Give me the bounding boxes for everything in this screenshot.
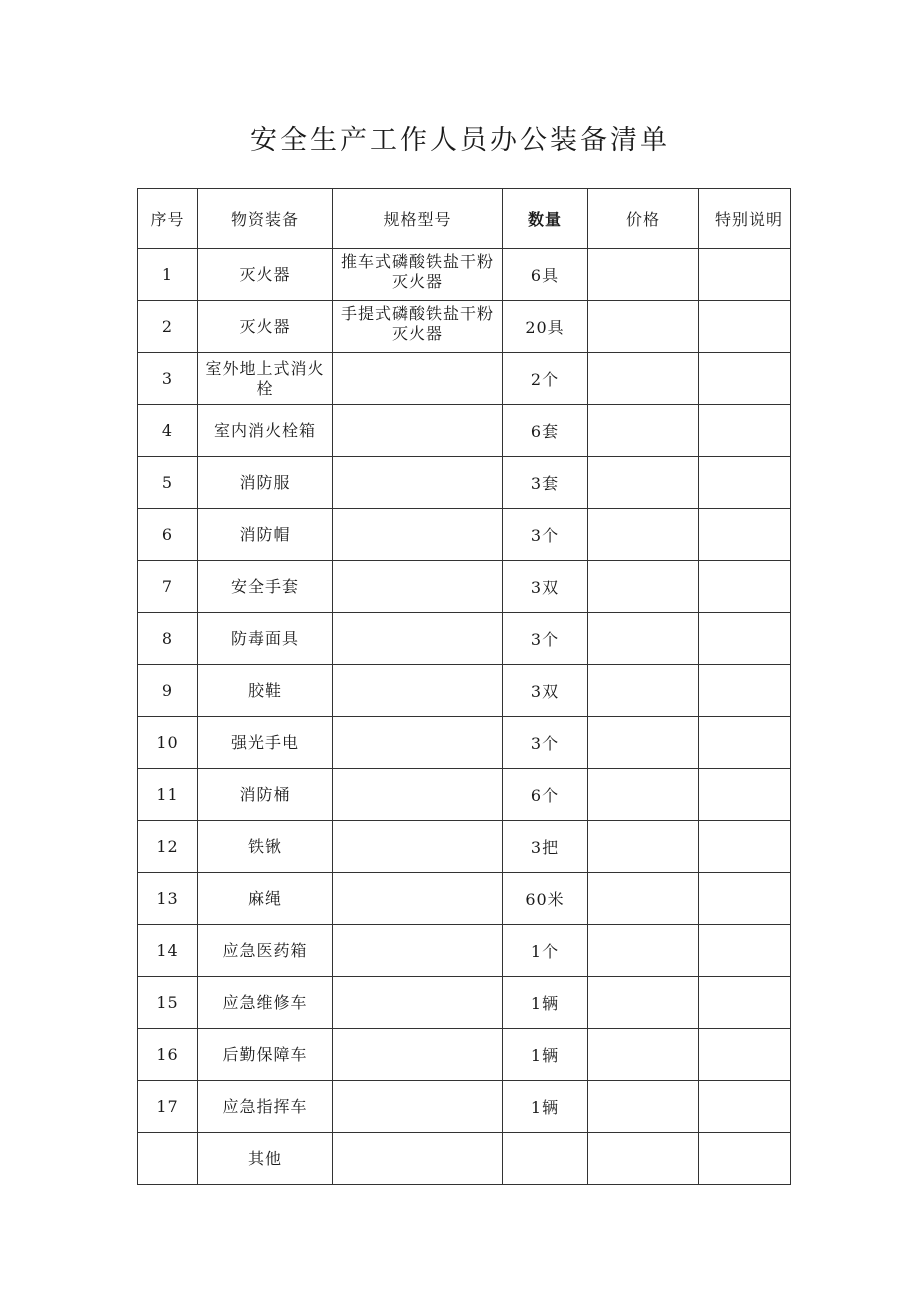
cell-price xyxy=(588,769,699,821)
cell-item: 安全手套 xyxy=(198,561,333,613)
cell-no: 16 xyxy=(138,1029,198,1081)
cell-spec xyxy=(333,1029,503,1081)
table-row xyxy=(138,561,791,613)
cell-price xyxy=(588,457,699,509)
cell-item: 室外地上式消火栓 xyxy=(198,353,333,405)
cell-no: 3 xyxy=(138,353,198,405)
cell-price xyxy=(588,1081,699,1133)
cell-no: 15 xyxy=(138,977,198,1029)
cell-qty: 6具 xyxy=(503,249,588,301)
cell-price xyxy=(588,1133,699,1185)
cell-no: 6 xyxy=(138,509,198,561)
cell-spec xyxy=(333,873,503,925)
cell-item: 防毒面具 xyxy=(198,613,333,665)
cell-note xyxy=(699,873,791,925)
cell-price xyxy=(588,717,699,769)
cell-qty: 6套 xyxy=(503,405,588,457)
cell-item: 铁锹 xyxy=(198,821,333,873)
cell-no: 5 xyxy=(138,457,198,509)
cell-qty: 3个 xyxy=(503,613,588,665)
cell-note xyxy=(699,717,791,769)
cell-price xyxy=(588,925,699,977)
cell-spec xyxy=(333,353,503,405)
table-row xyxy=(138,821,791,873)
cell-no: 10 xyxy=(138,717,198,769)
cell-qty: 1个 xyxy=(503,925,588,977)
cell-price xyxy=(588,821,699,873)
cell-item: 消防桶 xyxy=(198,769,333,821)
cell-item: 消防帽 xyxy=(198,509,333,561)
cell-price xyxy=(588,561,699,613)
header-price: 价格 xyxy=(588,189,699,249)
cell-spec xyxy=(333,405,503,457)
cell-note xyxy=(699,353,791,405)
header-item: 物资装备 xyxy=(198,189,333,249)
cell-qty: 3个 xyxy=(503,509,588,561)
cell-item: 应急维修车 xyxy=(198,977,333,1029)
cell-item: 消防服 xyxy=(198,457,333,509)
cell-note xyxy=(699,977,791,1029)
cell-qty: 3双 xyxy=(503,561,588,613)
cell-spec: 推车式磷酸铁盐干粉灭火器 xyxy=(333,249,503,301)
cell-qty: 3套 xyxy=(503,457,588,509)
cell-spec xyxy=(333,1081,503,1133)
table-row xyxy=(138,301,791,353)
cell-no: 4 xyxy=(138,405,198,457)
cell-price xyxy=(588,665,699,717)
cell-item: 胶鞋 xyxy=(198,665,333,717)
cell-qty xyxy=(503,1133,588,1185)
cell-spec xyxy=(333,769,503,821)
cell-note xyxy=(699,509,791,561)
cell-price xyxy=(588,301,699,353)
cell-spec xyxy=(333,613,503,665)
cell-note xyxy=(699,1081,791,1133)
cell-spec xyxy=(333,665,503,717)
cell-price xyxy=(588,405,699,457)
cell-qty: 1辆 xyxy=(503,1081,588,1133)
cell-item: 强光手电 xyxy=(198,717,333,769)
cell-note xyxy=(699,769,791,821)
cell-item: 麻绳 xyxy=(198,873,333,925)
cell-qty: 3把 xyxy=(503,821,588,873)
cell-no: 14 xyxy=(138,925,198,977)
page-title: 安全生产工作人员办公装备清单 xyxy=(250,125,670,156)
cell-note xyxy=(699,821,791,873)
cell-price xyxy=(588,1029,699,1081)
cell-price xyxy=(588,977,699,1029)
cell-item: 后勤保障车 xyxy=(198,1029,333,1081)
table-header-row xyxy=(138,189,791,249)
cell-no xyxy=(138,1133,198,1185)
cell-qty: 6个 xyxy=(503,769,588,821)
cell-no: 2 xyxy=(138,301,198,353)
cell-note xyxy=(699,457,791,509)
cell-note xyxy=(699,1133,791,1185)
table-row xyxy=(138,769,791,821)
cell-price xyxy=(588,249,699,301)
table-row xyxy=(138,613,791,665)
table-row xyxy=(138,925,791,977)
table-row xyxy=(138,717,791,769)
cell-no: 8 xyxy=(138,613,198,665)
cell-note xyxy=(699,665,791,717)
table-row xyxy=(138,665,791,717)
table-row xyxy=(138,873,791,925)
cell-qty: 60米 xyxy=(503,873,588,925)
header-note: 特别说明 xyxy=(699,189,791,249)
table-row xyxy=(138,977,791,1029)
cell-no: 17 xyxy=(138,1081,198,1133)
header-qty: 数量 xyxy=(503,189,588,249)
cell-no: 7 xyxy=(138,561,198,613)
cell-qty: 20具 xyxy=(503,301,588,353)
cell-no: 9 xyxy=(138,665,198,717)
cell-no: 13 xyxy=(138,873,198,925)
cell-spec xyxy=(333,821,503,873)
cell-price xyxy=(588,613,699,665)
cell-note xyxy=(699,613,791,665)
cell-spec: 手提式磷酸铁盐干粉灭火器 xyxy=(333,301,503,353)
table-row xyxy=(138,405,791,457)
cell-item: 室内消火栓箱 xyxy=(198,405,333,457)
table-row xyxy=(138,1029,791,1081)
cell-qty: 3双 xyxy=(503,665,588,717)
cell-note xyxy=(699,925,791,977)
cell-price xyxy=(588,873,699,925)
cell-no: 11 xyxy=(138,769,198,821)
cell-no: 12 xyxy=(138,821,198,873)
cell-spec xyxy=(333,561,503,613)
cell-spec xyxy=(333,925,503,977)
header-spec: 规格型号 xyxy=(333,189,503,249)
cell-price xyxy=(588,353,699,405)
cell-spec xyxy=(333,717,503,769)
cell-price xyxy=(588,509,699,561)
cell-note xyxy=(699,1029,791,1081)
table-row xyxy=(138,457,791,509)
cell-qty: 3个 xyxy=(503,717,588,769)
table-row xyxy=(138,509,791,561)
table-row xyxy=(138,1081,791,1133)
cell-spec xyxy=(333,977,503,1029)
cell-note xyxy=(699,249,791,301)
table-row xyxy=(138,1133,791,1185)
equipment-table xyxy=(137,188,791,1185)
cell-item: 灭火器 xyxy=(198,301,333,353)
cell-item: 灭火器 xyxy=(198,249,333,301)
cell-no: 1 xyxy=(138,249,198,301)
cell-spec xyxy=(333,457,503,509)
cell-item: 其他 xyxy=(198,1133,333,1185)
cell-spec xyxy=(333,1133,503,1185)
cell-item: 应急指挥车 xyxy=(198,1081,333,1133)
header-no: 序号 xyxy=(138,189,198,249)
cell-qty: 1辆 xyxy=(503,977,588,1029)
table-row xyxy=(138,249,791,301)
cell-note xyxy=(699,561,791,613)
cell-note xyxy=(699,301,791,353)
cell-item: 应急医药箱 xyxy=(198,925,333,977)
cell-note xyxy=(699,405,791,457)
cell-qty: 2个 xyxy=(503,353,588,405)
cell-qty: 1辆 xyxy=(503,1029,588,1081)
table-row xyxy=(138,353,791,405)
cell-spec xyxy=(333,509,503,561)
